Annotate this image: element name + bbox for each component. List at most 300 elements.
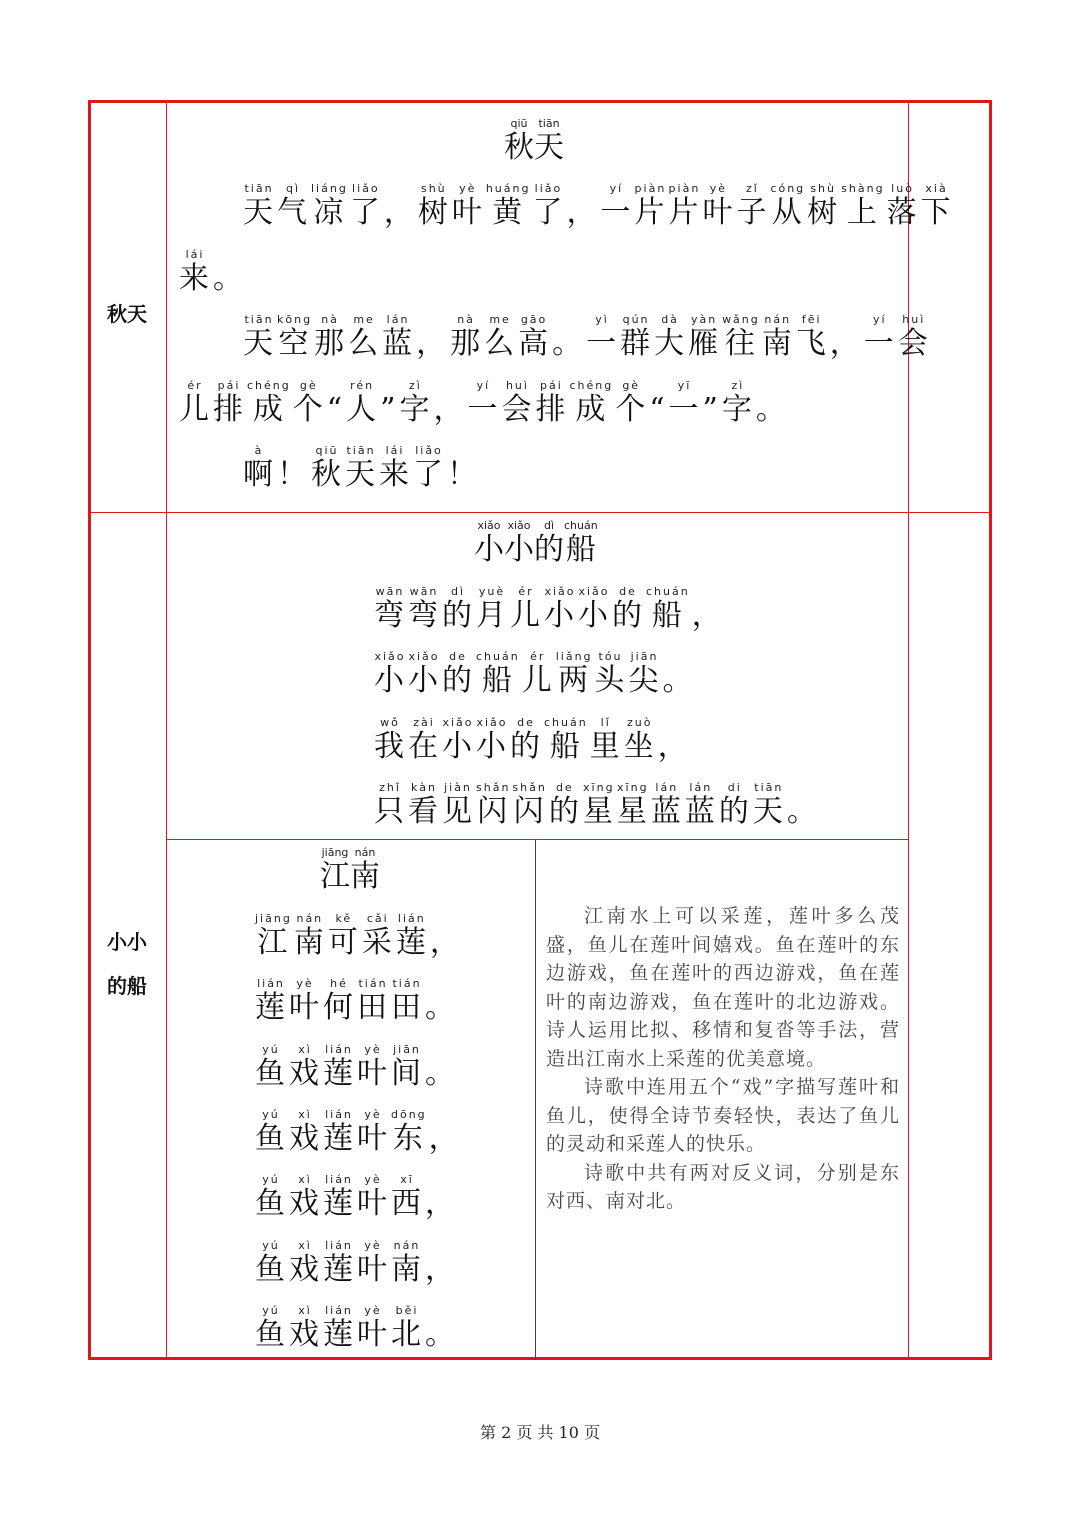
hanzi-with-pinyin: 的dì: [442, 585, 474, 633]
pinyin: liǎo: [349, 182, 382, 195]
pinyin: xiǎo: [408, 650, 440, 663]
hanzi-with-pinyin: 秋qiū: [311, 444, 343, 492]
pinyin: piàn: [668, 182, 701, 195]
pinyin: xī: [391, 1173, 423, 1186]
hanzi-with-pinyin: ，: [692, 598, 724, 633]
pinyin: huì: [501, 379, 534, 392]
pinyin: xià: [920, 182, 953, 195]
pinyin: chuán: [646, 585, 690, 598]
hanzi-with-pinyin: 莲lián: [323, 1108, 355, 1156]
hanzi-with-pinyin: 鱼yú: [255, 1239, 287, 1287]
hanzi-with-pinyin: 蓝lán: [650, 781, 683, 829]
pinyin: yè: [357, 1108, 389, 1121]
hanzi-with-pinyin: 儿ér: [179, 379, 211, 427]
pinyin: xì: [289, 1239, 321, 1252]
pinyin: dì: [442, 585, 474, 598]
page-number: 第 2 页 共 10 页: [480, 1423, 600, 1442]
pinyin: [384, 182, 416, 195]
hanzi-with-pinyin: 弯wān: [408, 585, 440, 633]
pinyin: shù: [417, 182, 450, 195]
pinyin: yè: [357, 1043, 389, 1056]
pinyin: chuán: [564, 519, 598, 532]
pinyin: hé: [323, 977, 355, 990]
hanzi-with-pinyin: 一yí: [600, 182, 633, 230]
pinyin: nà: [314, 313, 347, 326]
hanzi-with-pinyin: 天tiān: [243, 313, 275, 361]
hanzi-with-pinyin: 莲lián: [255, 977, 287, 1025]
hanzi-with-pinyin: 戏xì: [289, 1304, 321, 1352]
pinyin: zhǐ: [374, 781, 406, 794]
hanzi-with-pinyin: 戏xì: [289, 1108, 321, 1156]
subrow-divider: [166, 839, 908, 840]
hanzi-with-pinyin: 戏xì: [289, 1043, 321, 1091]
hanzi-with-pinyin: 只zhǐ: [374, 781, 406, 829]
hanzi-with-pinyin: 。: [425, 1056, 457, 1091]
pinyin: dōng: [391, 1108, 427, 1121]
hanzi-with-pinyin: 叶yè: [357, 1304, 389, 1352]
hanzi-with-pinyin: 字zì: [399, 379, 432, 427]
pinyin: yàn: [688, 313, 721, 326]
pinyin: [425, 1304, 457, 1317]
hanzi-with-pinyin: 一yī: [668, 379, 701, 427]
hanzi-with-pinyin: 江jiāng: [255, 912, 292, 960]
hanzi-with-pinyin: 里lǐ: [589, 716, 622, 764]
pinyin: [787, 781, 819, 794]
pinyin: qiū: [504, 117, 534, 130]
pinyin: lián: [323, 1043, 355, 1056]
poem-line: [373, 717, 691, 765]
poem-line: [254, 1109, 462, 1157]
pinyin: lái: [379, 444, 411, 457]
pinyin: me: [484, 313, 517, 326]
pinyin: [756, 379, 788, 392]
hanzi-with-pinyin: 从cóng: [770, 182, 806, 230]
pinyin: [830, 313, 862, 326]
hanzi-with-pinyin: 可kě: [327, 912, 360, 960]
pinyin: yú: [255, 1173, 287, 1186]
hanzi-with-pinyin: 我wǒ: [374, 716, 406, 764]
hanzi-with-pinyin: 气qì: [277, 182, 309, 230]
hanzi-with-pinyin: 小xiǎo: [476, 716, 508, 764]
pinyin: [552, 313, 584, 326]
hanzi-with-pinyin: ，: [430, 925, 462, 960]
pinyin: wǒ: [374, 716, 406, 729]
text-line: [178, 380, 789, 428]
hanzi-with-pinyin: 落luò: [886, 182, 919, 230]
hanzi-with-pinyin: 坐zuò: [623, 716, 656, 764]
hanzi-with-pinyin: 片piàn: [634, 182, 667, 230]
pinyin: dì: [534, 519, 564, 532]
poem-line: [373, 651, 696, 699]
hanzi-with-pinyin: 南nán: [350, 846, 380, 894]
hanzi-with-pinyin: 叶yè: [357, 1239, 389, 1287]
pinyin: [425, 977, 457, 990]
hanzi-with-pinyin: 一yí: [863, 313, 896, 361]
pinyin: yí: [600, 182, 633, 195]
hanzi-with-pinyin: 个gè: [615, 379, 648, 427]
pinyin: xiǎo: [544, 585, 576, 598]
hanzi-with-pinyin: 片piàn: [668, 182, 701, 230]
pinyin: chuán: [476, 650, 520, 663]
hanzi-with-pinyin: 戏xì: [289, 1239, 321, 1287]
hanzi-with-pinyin: ，: [429, 1121, 461, 1156]
hanzi-with-pinyin: 南nán: [293, 912, 326, 960]
hanzi-with-pinyin: 。: [552, 326, 584, 361]
hanzi-with-pinyin: 高gāo: [518, 313, 551, 361]
hanzi-with-pinyin: 东dōng: [391, 1108, 427, 1156]
poem-line: [254, 1044, 458, 1092]
hanzi-with-pinyin: 小xiǎo: [474, 519, 504, 567]
hanzi-with-pinyin: 小xiǎo: [544, 585, 576, 633]
hanzi-with-pinyin: 。: [213, 261, 245, 296]
pinyin: [380, 379, 397, 392]
pinyin: zì: [721, 379, 754, 392]
hanzi-with-pinyin: 西xī: [391, 1173, 423, 1221]
hanzi-with-pinyin: ”: [380, 392, 397, 427]
pinyin: nán: [293, 912, 326, 925]
hanzi-with-pinyin: 子zǐ: [736, 182, 769, 230]
hanzi-with-pinyin: 鱼yú: [255, 1173, 287, 1221]
hanzi-with-pinyin: ，: [830, 326, 862, 361]
hanzi-with-pinyin: 。: [787, 794, 819, 829]
explanation-paragraph: 诗歌中连用五个“戏”字描写莲叶和鱼儿，使得全诗节奏轻快，表达了鱼儿的灵动和采莲人的快乐。: [546, 1076, 900, 1155]
pinyin: [213, 248, 245, 261]
pinyin: [425, 1173, 457, 1186]
pinyin: liǎo: [532, 182, 565, 195]
hanzi-with-pinyin: 天tiān: [345, 444, 377, 492]
hanzi-with-pinyin: 田tián: [391, 977, 423, 1025]
hanzi-with-pinyin: 的di: [718, 781, 751, 829]
hanzi-with-pinyin: 弯wān: [374, 585, 406, 633]
hanzi-with-pinyin: 叶yè: [702, 182, 735, 230]
hanzi-with-pinyin: 人rén: [346, 379, 379, 427]
poem-line: [373, 586, 725, 634]
hanzi-with-pinyin: 那nà: [450, 313, 483, 361]
pinyin: yí: [467, 379, 500, 392]
pinyin: di: [718, 781, 751, 794]
hanzi-with-pinyin: 树shù: [417, 182, 450, 230]
pinyin: fēi: [795, 313, 828, 326]
pinyin: chuán: [544, 716, 588, 729]
hanzi-with-pinyin: 船chuán: [646, 585, 690, 633]
pinyin: yè: [702, 182, 735, 195]
hanzi-with-pinyin: 小xiǎo: [408, 650, 440, 698]
pinyin: xīng: [616, 781, 649, 794]
hanzi-with-pinyin: 鱼yú: [255, 1304, 287, 1352]
pinyin: kàn: [408, 781, 440, 794]
hanzi-with-pinyin: 南nán: [761, 313, 794, 361]
pinyin: tóu: [594, 650, 627, 663]
hanzi-with-pinyin: 看kàn: [408, 781, 440, 829]
pinyin: yè: [289, 977, 321, 990]
hanzi-with-pinyin: 凉liáng: [311, 182, 348, 230]
pinyin: me: [348, 313, 381, 326]
hanzi-with-pinyin: 叶yè: [357, 1108, 389, 1156]
hanzi-with-pinyin: 头tóu: [594, 650, 627, 698]
hanzi-with-pinyin: 何hé: [323, 977, 355, 1025]
pinyin: shǎn: [512, 781, 547, 794]
pinyin: yú: [255, 1043, 287, 1056]
pinyin: xiǎo: [442, 716, 474, 729]
hanzi-with-pinyin: 儿ér: [510, 585, 542, 633]
pinyin: xì: [289, 1108, 321, 1121]
hanzi-with-pinyin: 来lái: [379, 444, 411, 492]
pinyin: lián: [323, 1304, 355, 1317]
pinyin: tiān: [534, 117, 564, 130]
hanzi-with-pinyin: ，: [566, 195, 598, 230]
pinyin: de: [510, 716, 542, 729]
hanzi-with-pinyin: 月yuè: [476, 585, 508, 633]
hanzi-with-pinyin: 星xīng: [582, 781, 615, 829]
poem-title-boat: [474, 520, 598, 568]
pinyin: yè: [357, 1304, 389, 1317]
explanation-paragraph: 诗歌中共有两对反义词，分别是东对西、南对北。: [546, 1161, 900, 1212]
pinyin: cǎi: [361, 912, 394, 925]
hanzi-with-pinyin: 的dì: [534, 519, 564, 567]
pinyin: rén: [346, 379, 379, 392]
hanzi-with-pinyin: 莲lián: [395, 912, 428, 960]
hanzi-with-pinyin: 天tiān: [752, 781, 785, 829]
pinyin: xì: [289, 1304, 321, 1317]
pinyin: zuò: [623, 716, 656, 729]
hanzi-with-pinyin: ”: [703, 392, 720, 427]
hanzi-with-pinyin: 成chéng: [247, 379, 291, 427]
pinyin: [566, 182, 598, 195]
pinyin: wǎng: [722, 313, 760, 326]
hanzi-with-pinyin: 秋qiū: [504, 117, 534, 165]
pinyin: pái: [213, 379, 245, 392]
hanzi-with-pinyin: 空kōng: [277, 313, 313, 361]
pinyin: yì: [586, 313, 619, 326]
hanzi-with-pinyin: 往wǎng: [722, 313, 760, 361]
pinyin: zǐ: [736, 182, 769, 195]
pinyin: [658, 716, 690, 729]
pinyin: lián: [395, 912, 428, 925]
hanzi-with-pinyin: 船chuán: [476, 650, 520, 698]
pinyin: piàn: [634, 182, 667, 195]
pinyin: zì: [399, 379, 432, 392]
pinyin: jiāng: [320, 846, 350, 859]
poem-title-autumn: [504, 118, 564, 166]
hanzi-with-pinyin: 闪shǎn: [476, 781, 511, 829]
pinyin: huì: [897, 313, 930, 326]
hanzi-with-pinyin: 闪shǎn: [512, 781, 547, 829]
pinyin: yuè: [476, 585, 508, 598]
hanzi-with-pinyin: 下xià: [920, 182, 953, 230]
pinyin: yè: [451, 182, 484, 195]
pinyin: yí: [863, 313, 896, 326]
pinyin: lán: [650, 781, 683, 794]
text-line: [242, 183, 954, 231]
pinyin: gè: [615, 379, 648, 392]
hanzi-with-pinyin: 叶yè: [451, 182, 484, 230]
pinyin: jiān: [391, 1043, 423, 1056]
pinyin: xiǎo: [504, 519, 534, 532]
hanzi-with-pinyin: 排pái: [535, 379, 568, 427]
pinyin: wān: [408, 585, 440, 598]
pinyin: nán: [761, 313, 794, 326]
pinyin: lán: [684, 781, 717, 794]
pinyin: lián: [255, 977, 287, 990]
hanzi-with-pinyin: 的de: [548, 781, 581, 829]
hanzi-with-pinyin: 排pái: [213, 379, 245, 427]
hanzi-with-pinyin: 小xiǎo: [442, 716, 474, 764]
pinyin: běi: [391, 1304, 423, 1317]
hanzi-with-pinyin: 小xiǎo: [374, 650, 406, 698]
pinyin: ér: [510, 585, 542, 598]
pinyin: liǎng: [555, 650, 593, 663]
pinyin: [649, 379, 666, 392]
column-divider-left: [166, 100, 167, 1360]
hanzi-with-pinyin: 上shàng: [841, 182, 885, 230]
pinyin: [425, 1043, 457, 1056]
hanzi-with-pinyin: 天tiān: [534, 117, 564, 165]
hanzi-with-pinyin: 南nán: [391, 1239, 423, 1287]
pinyin: yè: [357, 1239, 389, 1252]
pinyin: [433, 379, 465, 392]
hanzi-with-pinyin: 见jiàn: [442, 781, 474, 829]
poem-line: [254, 1174, 458, 1222]
hanzi-with-pinyin: “: [649, 392, 666, 427]
hanzi-with-pinyin: 了liǎo: [413, 444, 445, 492]
hanzi-with-pinyin: 莲lián: [323, 1239, 355, 1287]
pinyin: [663, 650, 695, 663]
hanzi-with-pinyin: ！: [447, 457, 479, 492]
pinyin: wān: [374, 585, 406, 598]
pinyin: shǎn: [476, 781, 511, 794]
pinyin: liǎo: [413, 444, 445, 457]
poem-line: [254, 978, 458, 1026]
hanzi-with-pinyin: 那nà: [314, 313, 347, 361]
hanzi-with-pinyin: 在zài: [408, 716, 440, 764]
text-line: [178, 249, 246, 297]
hanzi-with-pinyin: 群qún: [620, 313, 653, 361]
pinyin: tiān: [345, 444, 377, 457]
hanzi-with-pinyin: 字zì: [721, 379, 754, 427]
hanzi-with-pinyin: 儿ér: [521, 650, 554, 698]
hanzi-with-pinyin: 一yì: [586, 313, 619, 361]
poem-line: [254, 1305, 458, 1353]
pinyin: qì: [277, 182, 309, 195]
hanzi-with-pinyin: 啊à: [243, 444, 275, 492]
hanzi-with-pinyin: 北běi: [391, 1304, 423, 1352]
hanzi-with-pinyin: 蓝lán: [684, 781, 717, 829]
poem-note-divider: [535, 839, 536, 1360]
pinyin: kě: [327, 912, 360, 925]
pinyin: shàng: [841, 182, 885, 195]
hanzi-with-pinyin: 田tián: [357, 977, 389, 1025]
pinyin: [430, 912, 462, 925]
hanzi-with-pinyin: 莲lián: [323, 1173, 355, 1221]
hanzi-with-pinyin: 戏xì: [289, 1173, 321, 1221]
poem-line: [254, 913, 463, 961]
pinyin: [277, 444, 309, 457]
hanzi-with-pinyin: 蓝lán: [382, 313, 415, 361]
hanzi-with-pinyin: 间jiān: [391, 1043, 423, 1091]
hanzi-with-pinyin: 船chuán: [544, 716, 588, 764]
pinyin: chéng: [569, 379, 614, 392]
text-line: [242, 445, 480, 493]
pinyin: lián: [323, 1173, 355, 1186]
hanzi-with-pinyin: 小xiǎo: [504, 519, 534, 567]
pinyin: à: [243, 444, 275, 457]
pinyin: [429, 1108, 461, 1121]
hanzi-with-pinyin: 叶yè: [289, 977, 321, 1025]
hanzi-with-pinyin: 么me: [348, 313, 381, 361]
hanzi-with-pinyin: 采cǎi: [361, 912, 394, 960]
pinyin: xīng: [582, 781, 615, 794]
hanzi-with-pinyin: 会huì: [897, 313, 930, 361]
pinyin: xì: [289, 1043, 321, 1056]
hanzi-with-pinyin: 鱼yú: [255, 1043, 287, 1091]
hanzi-with-pinyin: 来lái: [179, 248, 211, 296]
pinyin: lǐ: [589, 716, 622, 729]
hanzi-with-pinyin: ，: [425, 1186, 457, 1221]
pinyin: yú: [255, 1304, 287, 1317]
explanation-paragraph: 江南水上可以采莲，莲叶多么茂盛，鱼儿在莲叶间嬉戏。鱼在莲叶的东边游戏，鱼在莲叶的西边游戏，鱼在莲叶的南边游戏，鱼在莲叶的北边游戏。诗人运用比拟、移情和复沓等手法，营造出江南水上采莲的优美意境。: [546, 905, 900, 1070]
pinyin: yè: [357, 1173, 389, 1186]
pinyin: lián: [323, 1108, 355, 1121]
pinyin: cóng: [770, 182, 806, 195]
poem-explanation: [546, 902, 900, 1216]
hanzi-with-pinyin: 江jiāng: [320, 846, 350, 894]
pinyin: pái: [535, 379, 568, 392]
hanzi-with-pinyin: ，: [433, 392, 465, 427]
hanzi-with-pinyin: 尖jiān: [628, 650, 661, 698]
hanzi-with-pinyin: 飞fēi: [795, 313, 828, 361]
pinyin: [703, 379, 720, 392]
hanzi-with-pinyin: “: [327, 392, 344, 427]
pinyin: lán: [382, 313, 415, 326]
poem-line: [373, 782, 820, 830]
hanzi-with-pinyin: 的de: [510, 716, 542, 764]
pinyin: tiān: [243, 313, 275, 326]
pinyin: qiū: [311, 444, 343, 457]
hanzi-with-pinyin: 树shù: [807, 182, 840, 230]
pinyin: nán: [391, 1239, 423, 1252]
pinyin: liáng: [311, 182, 348, 195]
hanzi-with-pinyin: 的de: [442, 650, 474, 698]
poem-line: [254, 1240, 458, 1288]
pinyin: de: [548, 781, 581, 794]
pinyin: zài: [408, 716, 440, 729]
pinyin: [425, 1239, 457, 1252]
hanzi-with-pinyin: ，: [425, 1252, 457, 1287]
side-label-autumn: 秋天: [107, 302, 147, 326]
text-line: [242, 314, 931, 362]
poem-title-jiangnan: [320, 847, 380, 895]
hanzi-with-pinyin: 天tiān: [243, 182, 275, 230]
pinyin: tiān: [752, 781, 785, 794]
pinyin: tiān: [243, 182, 275, 195]
hanzi-with-pinyin: ，: [384, 195, 416, 230]
pinyin: nà: [450, 313, 483, 326]
hanzi-with-pinyin: 一yí: [467, 379, 500, 427]
hanzi-with-pinyin: 了liǎo: [532, 182, 565, 230]
pinyin: jiàn: [442, 781, 474, 794]
column-divider-right: [908, 100, 909, 1360]
pinyin: xiǎo: [578, 585, 610, 598]
pinyin: luò: [886, 182, 919, 195]
pinyin: [416, 313, 448, 326]
hanzi-with-pinyin: 叶yè: [357, 1173, 389, 1221]
hanzi-with-pinyin: 莲lián: [323, 1304, 355, 1352]
pinyin: ér: [179, 379, 211, 392]
pinyin: yī: [668, 379, 701, 392]
pinyin: shù: [807, 182, 840, 195]
hanzi-with-pinyin: 两liǎng: [555, 650, 593, 698]
hanzi-with-pinyin: 个gè: [292, 379, 325, 427]
